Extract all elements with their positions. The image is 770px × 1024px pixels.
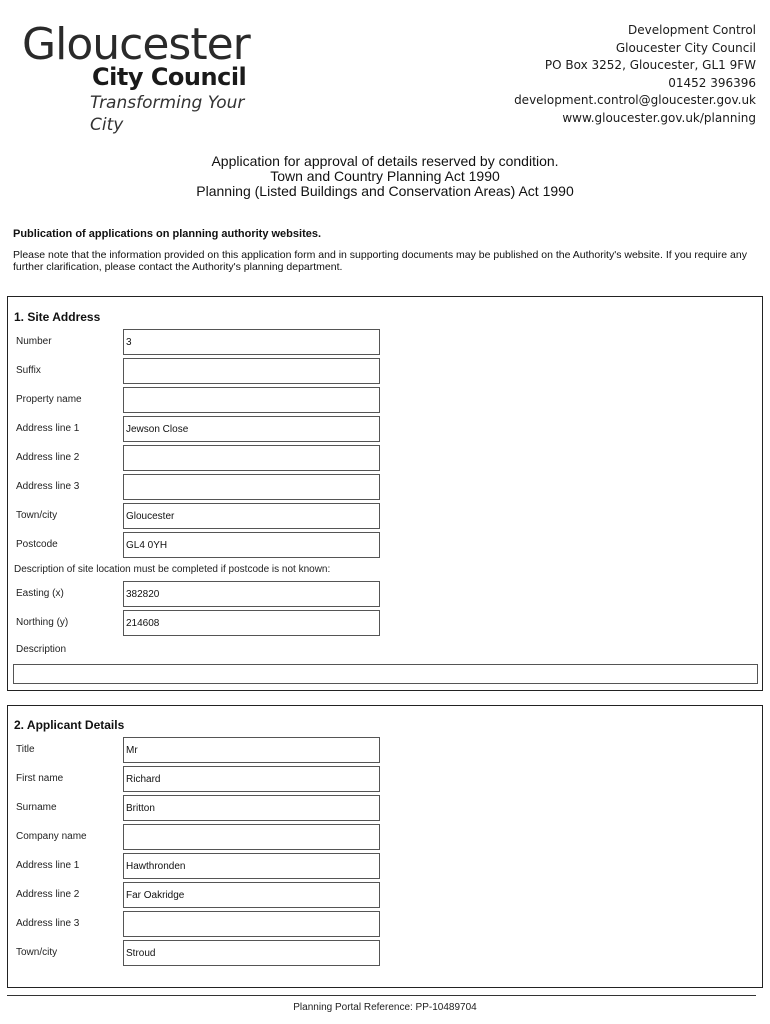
logo-subtitle: City Council: [92, 63, 247, 91]
site-town-input[interactable]: Gloucester: [123, 503, 380, 529]
applicant-field-surname: [8, 795, 762, 821]
contact-website: www.gloucester.gov.uk/planning: [562, 110, 756, 125]
section-title: 1. Site Address: [14, 310, 101, 324]
applicant-first-name-input[interactable]: Richard: [123, 766, 380, 792]
site-address-line-2-input[interactable]: [123, 445, 380, 471]
northing-input[interactable]: 214608: [123, 610, 380, 636]
applicant-details-section: [7, 705, 763, 988]
footer-divider: [7, 995, 756, 996]
field-label: Number: [16, 336, 52, 347]
site-address-line-1-input[interactable]: Jewson Close: [123, 416, 380, 442]
site-field-address-line-3: [8, 474, 762, 500]
contact-phone: 01452 396396: [668, 75, 756, 90]
applicant-field-first-name: [8, 766, 762, 792]
applicant-title-input[interactable]: Mr: [123, 737, 380, 763]
planning-portal-reference: Planning Portal Reference: PP-10489704: [293, 1002, 477, 1013]
field-label: Property name: [16, 394, 82, 405]
site-field-address-line-2: [8, 445, 762, 471]
site-suffix-input[interactable]: [123, 358, 380, 384]
field-label: Address line 3: [16, 918, 80, 929]
site-property-name-input[interactable]: [123, 387, 380, 413]
description-label: Description: [16, 644, 67, 655]
site-field-number: [8, 329, 762, 355]
logo-tagline: Transforming Your City: [90, 93, 245, 135]
field-label: Town/city: [16, 947, 58, 958]
contact-organisation: Gloucester City Council: [615, 40, 756, 55]
field-label: Company name: [16, 831, 87, 842]
applicant-address-line-1-input[interactable]: Hawthronden: [123, 853, 380, 879]
field-label: Easting (x): [16, 588, 64, 599]
contact-postal-address: PO Box 3252, Gloucester, GL1 9FW: [544, 58, 756, 72]
field-label: Address line 3: [16, 481, 80, 492]
field-label: Town/city: [16, 510, 58, 521]
field-label: Address line 1: [16, 860, 80, 871]
field-label: Address line 1: [16, 423, 80, 434]
field-label: Title: [16, 744, 35, 755]
form-title: [0, 154, 770, 199]
field-label: Surname: [16, 802, 57, 813]
site-field-address-line-1: [8, 416, 762, 442]
site-field-town: [8, 503, 762, 529]
logo-wordmark: Gloucester: [22, 19, 250, 70]
applicant-field-town: [8, 940, 762, 966]
applicant-town-input[interactable]: Stroud: [123, 940, 380, 966]
easting-input[interactable]: 382820: [123, 581, 380, 607]
site-field-postcode: [8, 532, 762, 558]
applicant-field-address-line-2: [8, 882, 762, 908]
form-title-line-2: Town and Country Planning Act 1990: [270, 168, 500, 184]
field-label: First name: [16, 773, 64, 784]
applicant-address-line-3-input[interactable]: [123, 911, 380, 937]
form-title-line-3: Planning (Listed Buildings and Conservation Areas) Act 1990: [196, 183, 574, 199]
site-number-input[interactable]: 3: [123, 329, 380, 355]
contact-email: development.control@gloucester.gov.uk: [514, 93, 756, 107]
applicant-company-input[interactable]: [123, 824, 380, 850]
section-title: 2. Applicant Details: [14, 718, 125, 732]
applicant-field-company: [8, 824, 762, 850]
applicant-surname-input[interactable]: Britton: [123, 795, 380, 821]
applicant-field-title: [8, 737, 762, 763]
site-address-section: [7, 296, 763, 691]
field-label: Address line 2: [16, 889, 80, 900]
location-note: Description of site location must be completed if postcode is not known:: [14, 564, 331, 575]
site-postcode-input[interactable]: GL4 0YH: [123, 532, 380, 558]
site-field-suffix: [8, 358, 762, 384]
field-label: Suffix: [16, 365, 41, 376]
site-field-northing: [8, 610, 762, 636]
applicant-address-line-2-input[interactable]: Far Oakridge: [123, 882, 380, 908]
field-label: Postcode: [16, 539, 58, 550]
publication-heading: Publication of applications on planning authority websites.: [13, 228, 322, 240]
contact-department: Development Control: [628, 23, 756, 37]
site-field-property-name: [8, 387, 762, 413]
form-title-line-1: Application for approval of details reserved by condition.: [211, 153, 559, 169]
council-logo: [22, 19, 282, 135]
field-label: Address line 2: [16, 452, 80, 463]
site-address-line-3-input[interactable]: [123, 474, 380, 500]
site-field-easting: [8, 581, 762, 607]
field-label: Northing (y): [16, 617, 69, 628]
applicant-field-address-line-1: [8, 853, 762, 879]
site-description-input[interactable]: [13, 664, 758, 684]
publication-notice: Please note that the information provided on this application form and in supporting documents may be published on the Authority's website. If you require any further clarification, please contact the Authority's planning department.: [13, 249, 747, 273]
contact-details: [514, 22, 756, 127]
applicant-field-address-line-3: [8, 911, 762, 937]
